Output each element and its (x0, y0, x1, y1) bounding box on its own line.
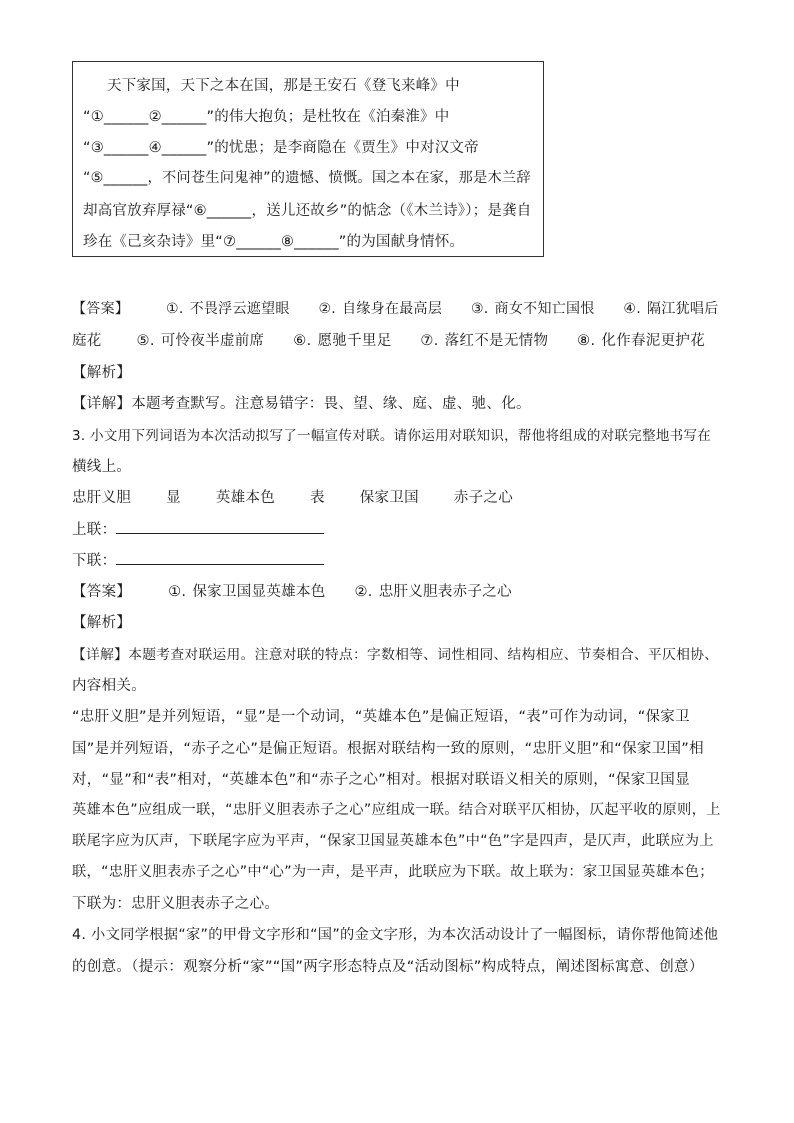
word-item: 赤子之心 (453, 490, 514, 506)
detail-text: 国”是并列短语，“赤子之心”是偏正短语。根据对联结构一致的原则，“忠肝义胆”和“保家卫国”相 (72, 741, 704, 757)
word-item: 保家卫国 (359, 490, 419, 506)
answer-item: ⑤. 可怜夜半虚前席 (136, 333, 265, 349)
question-stem: 3. 小文用下列词语为本次活动拟写了一幅宣传对联。请你运用对联知识，帮他将组成的对联完整地书写在 (72, 428, 712, 444)
q2-answer-row-2 (72, 329, 705, 350)
q3-answer-row (72, 580, 536, 601)
passage-line: “⑤______，不问苍生问鬼神”的遗憾、愤慨。国之本在家，那是木兰辞 (83, 170, 531, 186)
passage-line: 却高官放弃厚禄“⑥______，送儿还故乡”的惦念（《木兰诗》）；是龚自 (83, 203, 532, 219)
answer-item: ⑦. 落红不是无情物 (420, 333, 549, 349)
question-stem: 横线上。 (72, 459, 132, 475)
detail-text: 【详解】本题考查对联运用。注意对联的特点：字数相等、词性相同、结构相应、节奏相合、平仄相协、 (72, 647, 719, 663)
passage-line: 天下家国，天下之本在国，那是王安石《登飞来峰》中 (107, 78, 460, 94)
analysis-label: 【解析】 (72, 365, 132, 381)
q2-answer-row (72, 298, 719, 318)
upper-label: 上联： (72, 522, 117, 538)
lower-line-row (72, 549, 324, 570)
upper-line-row (72, 518, 324, 539)
word-list (72, 486, 543, 507)
answer-label: 【答案】 (72, 301, 130, 317)
passage-line: 珍在《己亥杂诗》里“⑦______⑧______”的为国献身情怀。 (83, 234, 465, 250)
detail-text: 下联为：忠肝义胆表赤子之心。 (72, 896, 280, 912)
word-item: 显 (166, 490, 181, 506)
word-item: 表 (309, 490, 325, 506)
lower-answer-line (116, 552, 324, 565)
answer-item: ③. 商女不知亡国恨 (470, 301, 595, 317)
answer-label: 【答案】 (72, 584, 132, 600)
detail-text: 联尾字应为仄声，下联尾字应为平声，“保家卫国显英雄本色”中“色”字是四声，是仄声，此联应为上 (72, 833, 714, 849)
passage-line: “③______④______”的忧患；是李商隐在《贾生》中对汉文帝 (83, 140, 479, 156)
answer-item: ②. 自缘身在最高层 (318, 301, 443, 317)
detail-text: 内容相关。 (72, 678, 146, 694)
detail-text: 联，“忠肝义胆表赤子之心”中“心”为一声，是平声，此联应为下联。故上联为：家卫国显英雄本色； (72, 864, 714, 880)
detail-text: 英雄本色”应组成一联，“忠肝义胆表赤子之心”应组成一联。结合对联平仄相协，仄起平收的原则，上 (72, 802, 721, 818)
passage-line: “①______②______”的伟大抱负；是杜牧在《泊秦淮》中 (83, 109, 450, 125)
word-item: 英雄本色 (215, 490, 276, 506)
answer-item: 庭花 (72, 333, 102, 349)
detail-text: “忠肝义胆”是并列短语，“显”是一个动词，“英雄本色”是偏正短语，“表”可作为动词，“保家卫 (72, 709, 690, 725)
answer-item: ①. 不畏浮云遮望眼 (165, 301, 290, 317)
passage-box (72, 61, 544, 257)
lower-label: 下联： (72, 553, 117, 569)
answer-item: ⑧. 化作春泥更护花 (577, 333, 705, 349)
answer-item: ②. 忠肝义胆表赤子之心 (354, 584, 512, 600)
answer-item: ①. 保家卫国显英雄本色 (168, 584, 326, 600)
analysis-label: 【解析】 (72, 615, 132, 631)
detail-text: 对，“显”和“表”相对，“英雄本色”和“赤子之心”相对。根据对联语义相关的原则，“保家卫国显 (72, 772, 690, 788)
word-item: 忠肝义胆 (72, 490, 132, 506)
answer-item: ④. 隔江犹唱后 (623, 301, 719, 317)
answer-item: ⑥. 愿驰千里足 (293, 333, 392, 349)
upper-answer-line (116, 521, 324, 534)
detail-text: 【详解】本题考查默写。注意易错字：畏、望、缘、庭、虚、驰、化。 (72, 396, 531, 412)
question-stem: 的创意。（提示：观察分析“家”“国”两字形态特点及“活动图标”构成特点，阐述图标寓意、创意） (72, 959, 704, 975)
question-stem: 4. 小文同学根据“家”的甲骨文字形和“国”的金文字形，为本次活动设计了一幅图标，请你帮他简述他 (72, 927, 719, 943)
